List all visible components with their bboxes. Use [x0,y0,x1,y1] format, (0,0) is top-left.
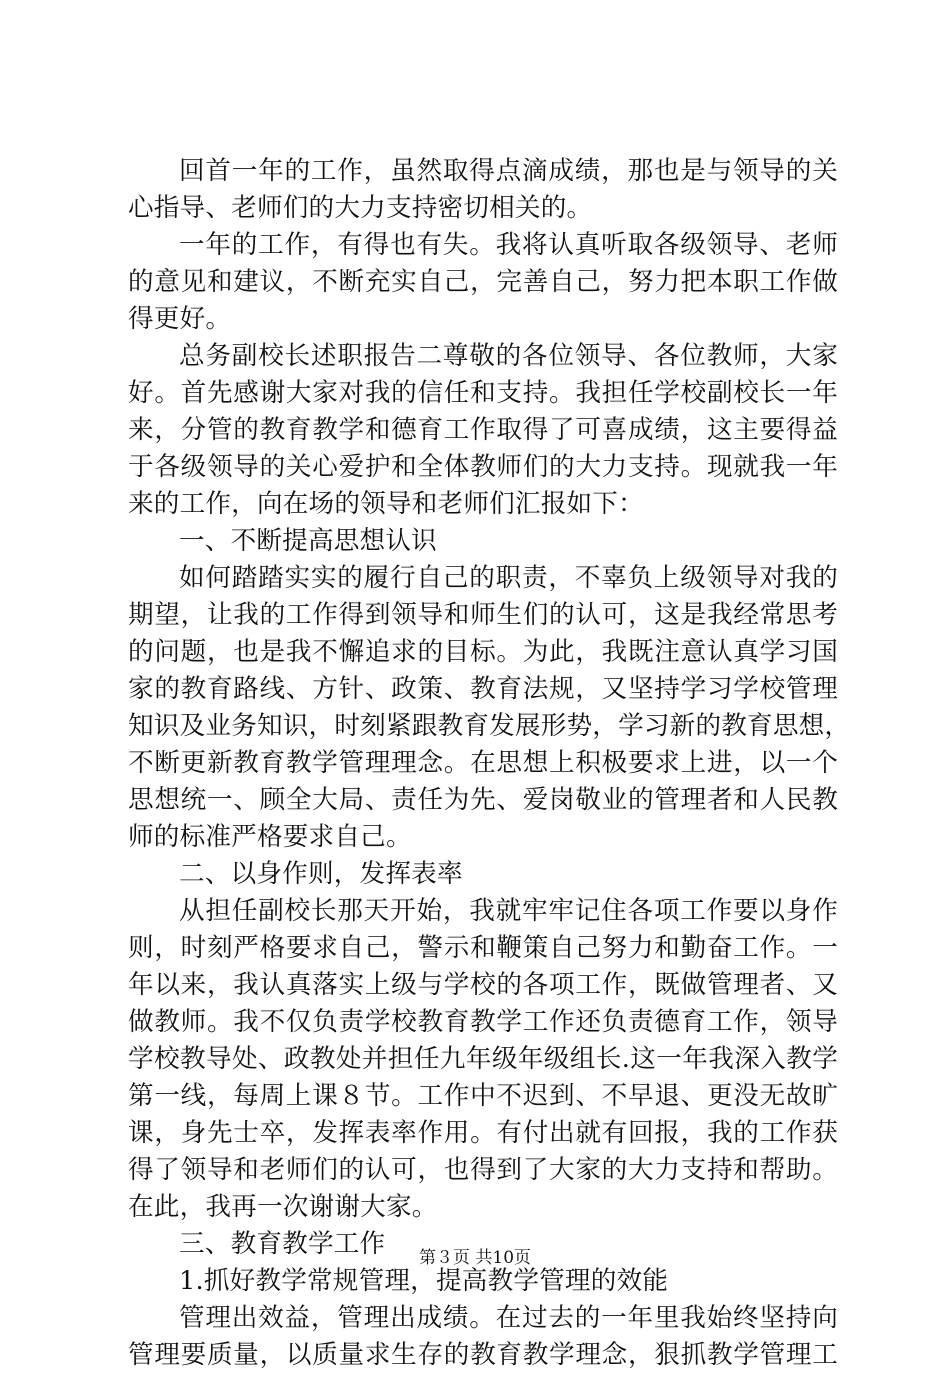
text-line: 1.抓好教学常规管理，提高教学管理的效能 [179,1266,669,1296]
text-line: 知识及业务知识，时刻紧跟教育发展形势，学习新的教育思想， [128,711,851,741]
text-line: 师的标准严格要求自己。 [128,822,412,852]
text-line: 做教师。我不仅负责学校教育教学工作还负责德育工作，领导 [128,1007,838,1037]
text-line: 得了领导和老师们的认可，也得到了大家的大力支持和帮助。 [128,1155,838,1185]
text-line: 管理要质量，以质量求生存的教育教学理念，狠抓教学管理工 [128,1340,838,1370]
text-line: 在此，我再一次谢谢大家。 [128,1192,438,1222]
document-body [128,153,851,1374]
text-line: 的问题，也是我不懈追求的目标。为此，我既注意认真学习国 [128,637,838,667]
text-line: 二、以身作则，发挥表率 [179,859,463,889]
text-line: 学校教导处、政教处并担任九年级年级组长.这一年我深入教学 [128,1044,838,1074]
text-line: 第一线，每周上课８节。工作中不迟到、不早退、更没无故旷 [128,1081,838,1111]
text-line: 管理出效益，管理出成绩。在过去的一年里我始终坚持向 [179,1303,838,1333]
text-line: 期望，让我的工作得到领导和师生们的认可，这是我经常思考 [128,600,838,630]
text-line: 家的教育路线、方针、政策、教育法规，又坚持学习学校管理 [128,674,838,704]
text-line: 好。首先感谢大家对我的信任和支持。我担任学校副校长一年 [128,378,838,408]
text-line: 三、教育教学工作 [179,1229,386,1259]
text-line: 于各级领导的关心爱护和全体教师们的大力支持。现就我一年 [128,452,838,482]
text-line: 课，身先士卒，发挥表率作用。有付出就有回报，我的工作获 [128,1118,838,1148]
text-line: 如何踏踏实实的履行自己的职责，不辜负上级领导对我的 [179,563,838,593]
text-line: 总务副校长述职报告二尊敬的各位领导、各位教师，大家 [179,341,838,371]
text-line: 来，分管的教育教学和德育工作取得了可喜成绩，这主要得益 [128,415,838,445]
text-line: 的意见和建议，不断充实自己，完善自己，努力把本职工作做 [128,267,838,297]
text-line: 从担任副校长那天开始，我就牢牢记住各项工作要以身作 [179,896,838,926]
text-line: 思想统一、顾全大局、责任为先、爱岗敬业的管理者和人民教 [128,785,838,815]
text-line: 心指导、老师们的大力支持密切相关的。 [128,193,593,223]
text-line: 则，时刻严格要求自己，警示和鞭策自己努力和勤奋工作。一 [128,933,838,963]
text-line: 不断更新教育教学管理理念。在思想上积极要求上进，以一个 [128,748,838,778]
text-line: 一、不断提高思想认识 [179,526,437,556]
text-line: 来的工作，向在场的领导和老师们汇报如下： [128,489,644,519]
text-line: 回首一年的工作，虽然取得点滴成绩，那也是与领导的关 [179,156,838,186]
text-line: 得更好。 [128,304,232,334]
text-line: 年以来，我认真落实上级与学校的各项工作，既做管理者、又 [128,970,838,1000]
text-line: 一年的工作，有得也有失。我将认真听取各级领导、老师 [179,230,838,260]
page-footer: 第３页 共10页 [418,1248,532,1268]
